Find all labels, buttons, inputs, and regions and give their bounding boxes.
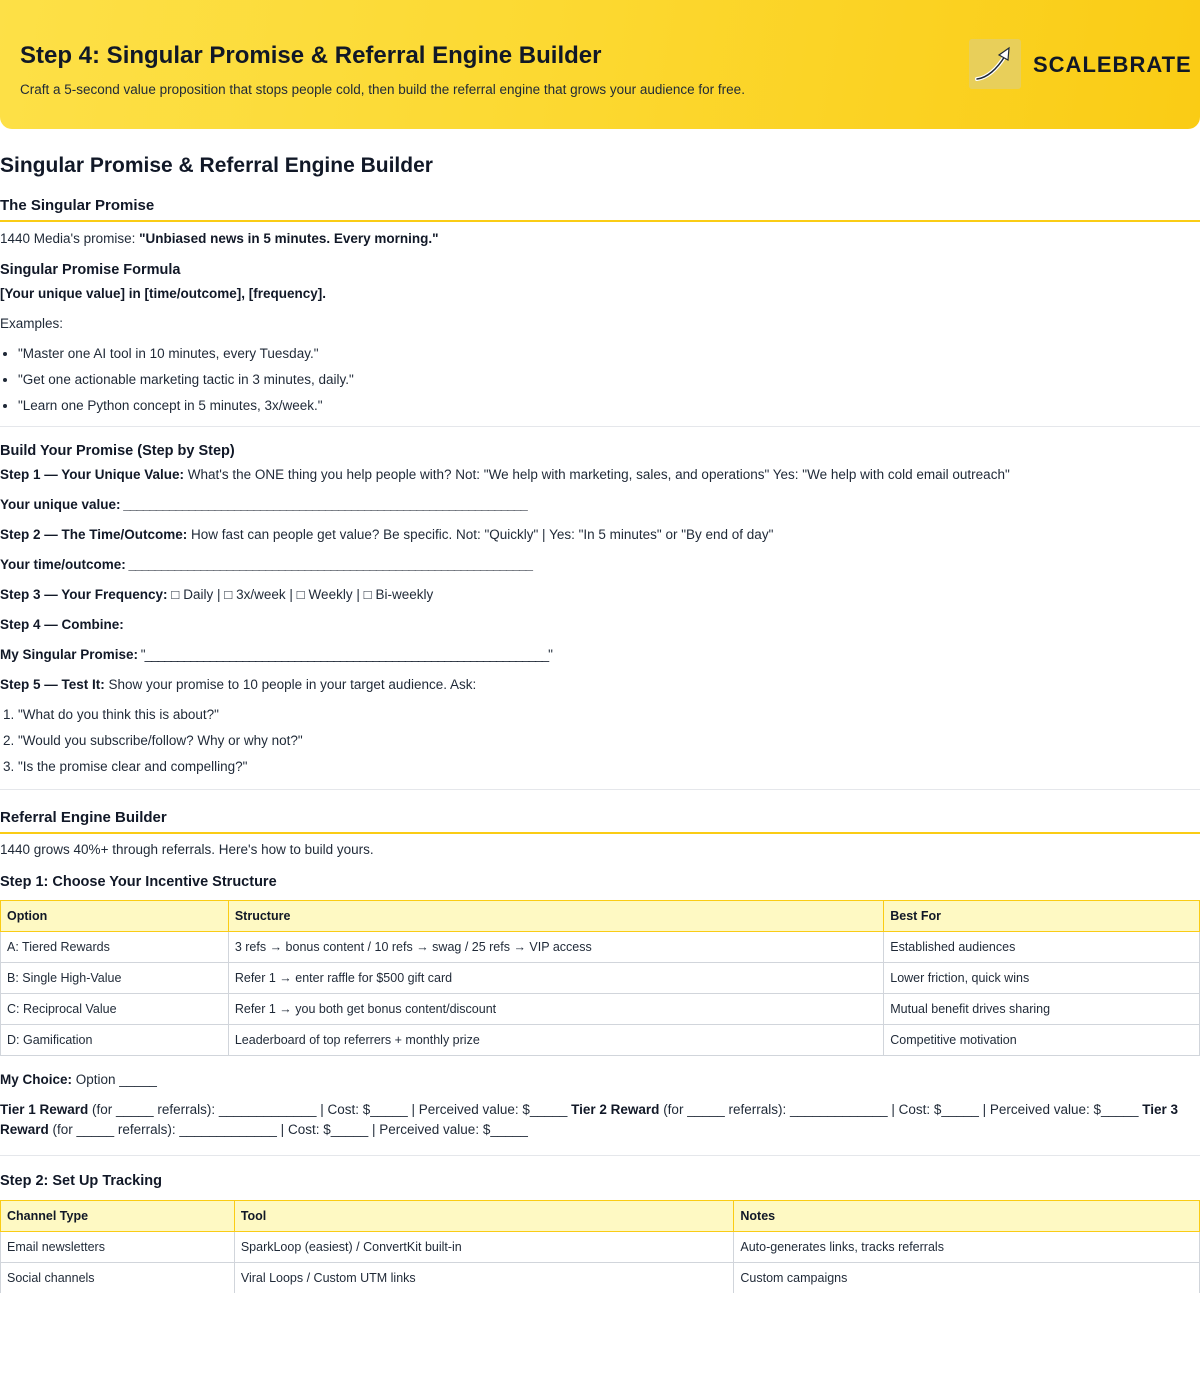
- list-item: 3. "Is the promise clear and compelling?": [18, 757, 1200, 777]
- examples-list: [0, 344, 1200, 416]
- list-item: • "Master one AI tool in 10 minutes, every Tuesday.": [18, 344, 1200, 364]
- table-row: [1, 932, 1200, 963]
- unique-value-field[interactable]: ______________________________________________________________: [120, 497, 527, 512]
- build-heading: Build Your Promise (Step by Step): [0, 443, 235, 459]
- unique-value-row: [0, 495, 1200, 515]
- column-header: Channel Type: [1, 1201, 235, 1232]
- unique-value-label: Your unique value:: [0, 497, 121, 512]
- time-outcome-row: [0, 555, 1200, 575]
- table-cell: B: Single High-Value: [1, 963, 229, 994]
- tier-rewards-paragraph: [0, 1100, 1200, 1140]
- table-cell: Auto-generates links, tracks referrals: [734, 1232, 1200, 1263]
- table-cell: Established audiences: [884, 932, 1200, 963]
- table-cell: Viral Loops / Custom UTM links: [234, 1263, 734, 1294]
- frequency-options[interactable]: □ Daily | □ 3x/week | □ Weekly | □ Bi-weekly: [167, 587, 434, 602]
- table-header-row: [1, 1201, 1200, 1232]
- step3-row: [0, 585, 1200, 605]
- column-header: Option: [1, 901, 229, 932]
- table-cell: A: Tiered Rewards: [1, 932, 229, 963]
- list-item: 2. "Would you subscribe/follow? Why or why not?": [18, 731, 1200, 751]
- test-questions-list: [0, 705, 1200, 777]
- tracking-table: [0, 1200, 1200, 1293]
- table-cell: Email newsletters: [1, 1232, 235, 1263]
- tier1-fields[interactable]: (for _____ referrals): _____________ | Cost: $_____ | Perceived value: $_____: [88, 1102, 572, 1117]
- incentive-heading: Step 1: Choose Your Incentive Structure: [0, 874, 277, 890]
- table-row: [1, 963, 1200, 994]
- table-cell: Mutual benefit drives sharing: [884, 994, 1200, 1025]
- promise-intro-prefix: 1440 Media's promise:: [0, 231, 140, 246]
- table-cell: C: Reciprocal Value: [1, 994, 229, 1025]
- formula-heading: Singular Promise Formula: [0, 262, 181, 278]
- incentive-table: [0, 900, 1200, 1056]
- column-header: Tool: [234, 1201, 734, 1232]
- column-header: Structure: [228, 901, 883, 932]
- step2-row: [0, 525, 1200, 545]
- table-row: [1, 1263, 1200, 1294]
- my-promise-label: My Singular Promise:: [0, 647, 139, 662]
- step5-text: Show your promise to 10 people in your target audience. Ask:: [104, 677, 477, 692]
- step1-text: What's the ONE thing you help people with? Not: "We help with marketing, sales, and operations" Yes: "We help with cold email outreach": [184, 467, 1010, 482]
- page-title: Singular Promise & Referral Engine Builder: [0, 154, 433, 177]
- my-choice-label: My Choice:: [0, 1072, 73, 1087]
- tier2-label: Tier 2 Reward: [571, 1102, 660, 1117]
- promise-intro-quote: "Unbiased news in 5 minutes. Every morning.": [139, 231, 439, 246]
- step1-row: [0, 465, 1200, 485]
- step4-row: [0, 615, 1200, 635]
- table-cell: 3 refs → bonus content / 10 refs → swag / 25 refs → VIP access: [228, 932, 883, 963]
- step4-label: Step 4 — Combine:: [0, 617, 124, 632]
- divider: [0, 1155, 1200, 1156]
- my-choice-field[interactable]: Option _____: [72, 1072, 157, 1087]
- header-title: Step 4: Singular Promise & Referral Engine Builder: [20, 42, 602, 69]
- table-cell: Leaderboard of top referrers + monthly prize: [228, 1025, 883, 1056]
- brand-name: SCALEBRATE: [1033, 52, 1192, 77]
- my-promise-field[interactable]: "______________________________________________________________": [138, 647, 552, 662]
- tier3-label: Tier 3 Reward: [0, 1102, 1179, 1137]
- step2-text: How fast can people get value? Be specific. Not: "Quickly" | Yes: "In 5 minutes" or "By end of day": [187, 527, 774, 542]
- table-cell: Lower friction, quick wins: [884, 963, 1200, 994]
- tier1-label: Tier 1 Reward: [0, 1102, 89, 1117]
- step5-label: Step 5 — Test It:: [0, 677, 105, 692]
- table-cell: Social channels: [1, 1263, 235, 1294]
- table-cell: Refer 1 → enter raffle for $500 gift card: [228, 963, 883, 994]
- main-content: [0, 129, 1200, 1293]
- brand-logo: [969, 39, 1021, 89]
- table-cell: Competitive motivation: [884, 1025, 1200, 1056]
- header-subtitle: Craft a 5-second value proposition that stops people cold, then build the referral engine that grows your audience for free.: [20, 82, 745, 97]
- table-row: [1, 1232, 1200, 1263]
- examples-label: Examples:: [0, 316, 64, 331]
- my-choice-row: [0, 1070, 1200, 1090]
- step1-label: Step 1 — Your Unique Value:: [0, 467, 185, 482]
- section-heading-singular-promise: The Singular Promise: [0, 197, 1200, 222]
- step2-label: Step 2 — The Time/Outcome:: [0, 527, 188, 542]
- table-row: [1, 1025, 1200, 1056]
- referral-intro: 1440 grows 40%+ through referrals. Here's how to build yours.: [0, 842, 374, 857]
- brand-logo-icon: [969, 39, 1021, 89]
- table-row: [1, 994, 1200, 1025]
- table-cell: Custom campaigns: [734, 1263, 1200, 1294]
- step5-row: [0, 675, 1200, 695]
- section-heading-referral: Referral Engine Builder: [0, 809, 1200, 834]
- list-item: • "Get one actionable marketing tactic in 3 minutes, daily.": [18, 370, 1200, 390]
- tier2-fields[interactable]: (for _____ referrals): _____________ | Cost: $_____ | Perceived value: $_____: [659, 1102, 1143, 1117]
- page-header: [0, 0, 1200, 129]
- table-cell: SparkLoop (easiest) / ConvertKit built-in: [234, 1232, 734, 1263]
- tracking-heading: Step 2: Set Up Tracking: [0, 1173, 162, 1189]
- time-outcome-label: Your time/outcome:: [0, 557, 126, 572]
- table-cell: Refer 1 → you both get bonus content/discount: [228, 994, 883, 1025]
- list-item: • "Learn one Python concept in 5 minutes, 3x/week.": [18, 396, 1200, 416]
- table-header-row: [1, 901, 1200, 932]
- tier3-fields[interactable]: (for _____ referrals): _____________ | Cost: $_____ | Perceived value: $_____: [48, 1122, 528, 1137]
- divider: [0, 789, 1200, 790]
- my-promise-row: [0, 645, 1200, 665]
- divider: [0, 426, 1200, 427]
- promise-intro: [0, 229, 1200, 249]
- time-outcome-field[interactable]: ______________________________________________________________: [125, 557, 533, 572]
- column-header: Best For: [884, 901, 1200, 932]
- column-header: Notes: [734, 1201, 1200, 1232]
- formula-text: [Your unique value] in [time/outcome], [frequency].: [0, 286, 327, 301]
- table-cell: D: Gamification: [1, 1025, 229, 1056]
- step3-label: Step 3 — Your Frequency:: [0, 587, 168, 602]
- list-item: 1. "What do you think this is about?": [18, 705, 1200, 725]
